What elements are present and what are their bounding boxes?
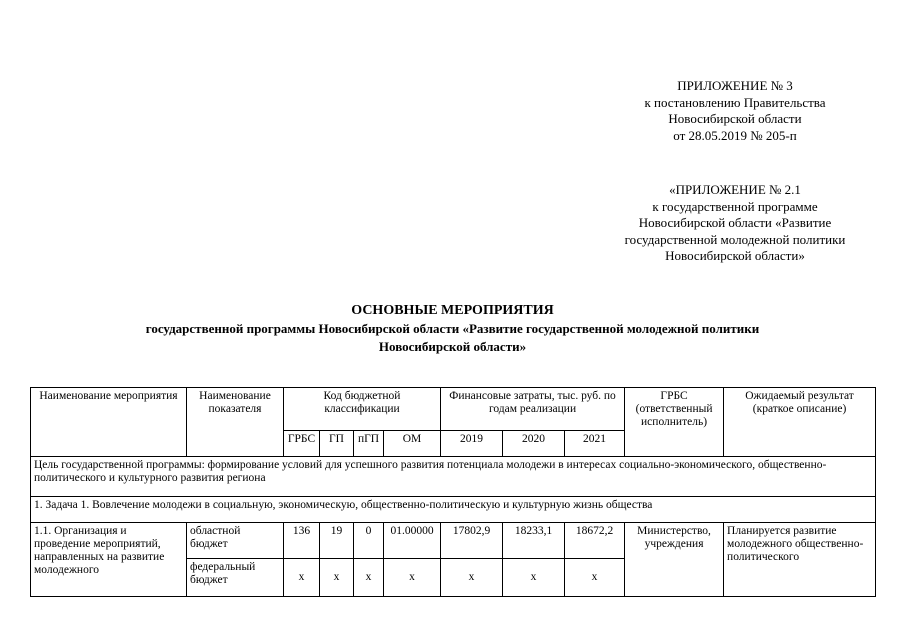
subheader-grbs: ГРБС [284,431,320,457]
appendix-date: от 28.05.2019 № 205-п [673,127,797,143]
indicator-cell: областной бюджет [187,523,284,559]
header-expected-result: Ожидаемый результат (краткое описание) [724,388,876,457]
document-subtitle: государственной программы Новосибирской области «Развитие государственной молодежной политики [145,321,760,336]
indicator-cell: федеральный бюджет [187,559,284,597]
grbs-code-cell: х [284,559,320,597]
cost-2020-cell: х [503,559,565,597]
subheader-om: ОМ [384,431,441,457]
cost-2021-cell: х [565,559,625,597]
cost-2019-cell: 17802,9 [441,523,503,559]
document-subtitle-continued: Новосибирской области» [378,339,527,354]
subheader-gp: ГП [320,431,354,457]
header-budget-code: Код бюджетной классификации [284,388,441,431]
appendix-stamp [600,78,870,144]
pgp-code-cell: 0 [354,523,384,559]
appendix-number: ПРИЛОЖЕНИЕ № 3 [677,78,793,93]
subheader-year-2019: 2019 [441,431,503,457]
header-financing: Финансовые затраты, тыс. руб. по годам реализации [441,388,625,431]
expected-result-cell: Планируется развитие молодежного общественно-политического [724,523,876,597]
pgp-code-cell: х [354,559,384,597]
cost-2021-cell: 18672,2 [565,523,625,559]
program-appendix-ref: к государственной программе [652,198,818,214]
event-name-cell: 1.1. Организация и проведение мероприятий, направленных на развитие молодежного [31,523,187,597]
grbs-code-cell: 136 [284,523,320,559]
responsible-cell: Министерство, учреждения [625,523,724,597]
program-appendix-policy: государственной молодежной политики [624,231,846,247]
table-row [31,523,876,559]
cost-2020-cell: 18233,1 [503,523,565,559]
program-goal-row: Цель государственной программы: формирование условий для успешного развития потенциала молодежи в интересах социально-экономического, общественно-политического и культурного развития региона [31,457,876,497]
om-code-cell: 01.00000 [384,523,441,559]
om-code-cell: х [384,559,441,597]
header-grbs-responsible: ГРБС (ответственный исполнитель) [625,388,724,457]
appendix-region: Новосибирской области [668,111,802,126]
program-appendix-stamp [590,182,880,265]
program-appendix-number: «ПРИЛОЖЕНИЕ № 2.1 [669,182,801,197]
appendix-decree: к постановлению Правительства [644,94,826,110]
events-table [30,387,876,597]
subheader-year-2021: 2021 [565,431,625,457]
document-title: ОСНОВНЫЕ МЕРОПРИЯТИЯ [351,303,554,318]
header-indicator-name: Наименование показателя [187,388,284,457]
header-event-name: Наименование мероприятия [31,388,187,457]
subheader-pgp: пГП [354,431,384,457]
subheader-year-2020: 2020 [503,431,565,457]
task-row: 1. Задача 1. Вовлечение молодежи в социальную, экономическую, общественно-политическую и культурную жизнь общества [31,497,876,523]
program-appendix-region-end: Новосибирской области» [665,248,805,263]
gp-code-cell: х [320,559,354,597]
cost-2019-cell: х [441,559,503,597]
program-appendix-region: Новосибирской области «Развитие [638,215,832,230]
gp-code-cell: 19 [320,523,354,559]
